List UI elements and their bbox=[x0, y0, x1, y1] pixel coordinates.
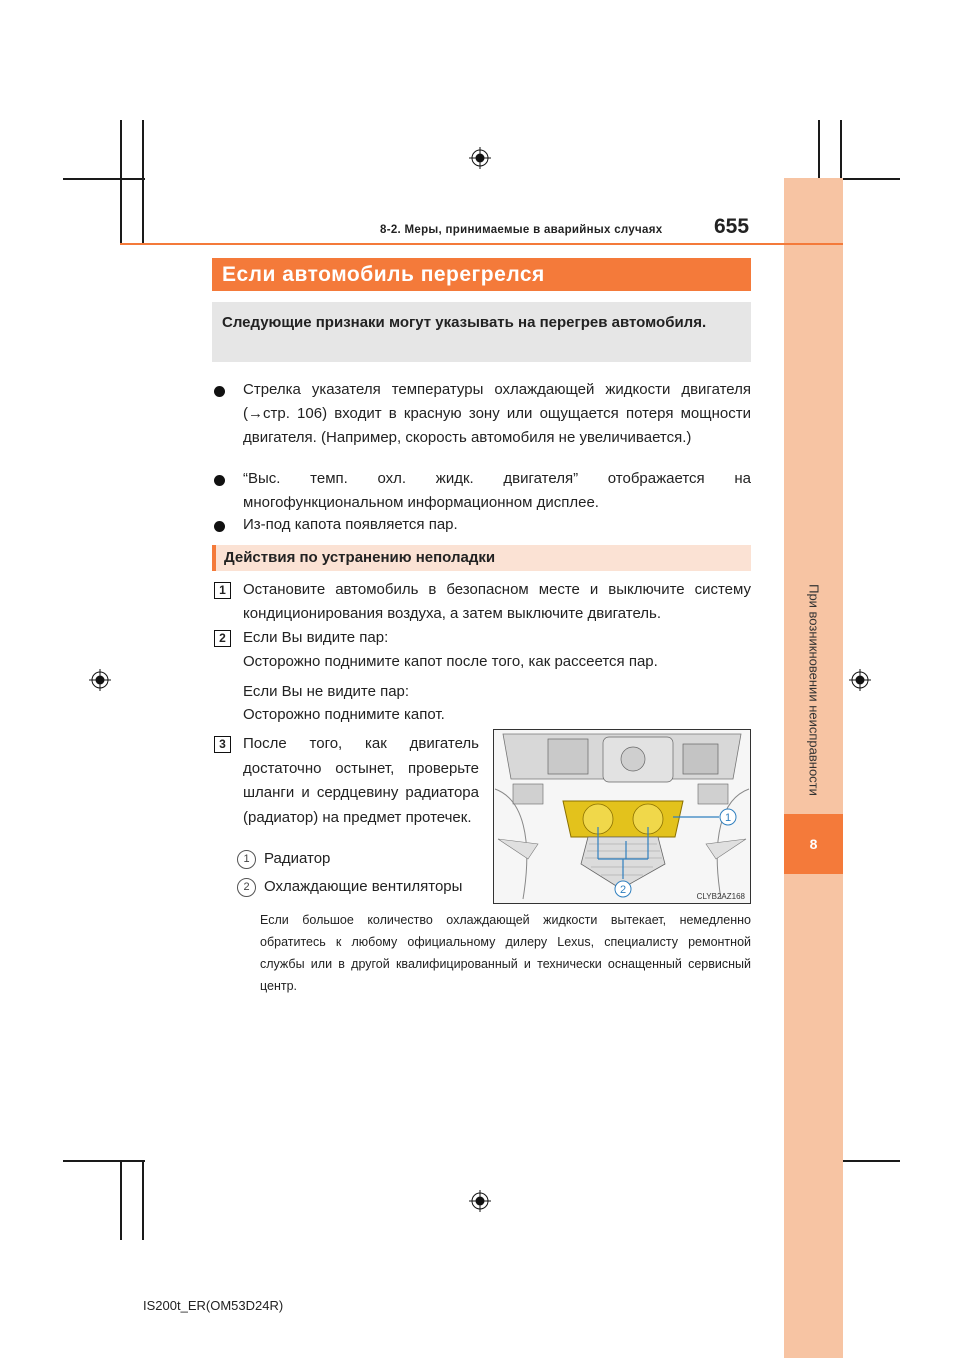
page-title: Если автомобиль перегрелся bbox=[212, 258, 751, 291]
bullet-icon bbox=[214, 475, 225, 486]
legend-item: 2 Охлаждающие вентиляторы bbox=[237, 875, 487, 899]
registration-mark-icon bbox=[469, 1190, 491, 1212]
step-text: Если Вы видите пар: bbox=[243, 629, 389, 646]
chapter-title: При возникновении неисправности bbox=[806, 584, 822, 796]
legend-item: 1 Радиатор bbox=[237, 847, 487, 871]
step-text: Остановите автомобиль в безопасном месте и выключите систему кондиционирования воздуха, а затем выключите двигатель. bbox=[243, 581, 751, 622]
page-number: 655 bbox=[714, 215, 750, 238]
step-text: После того, как двигатель достаточно остынет, проверьте шланги и сердцевину радиатора (радиатор) на предмет протечек. bbox=[243, 735, 479, 826]
engine-bay-illustration bbox=[493, 729, 751, 904]
running-header: 8-2. Меры, принимаемые в аварийных случаях bbox=[380, 224, 663, 236]
bullet-icon bbox=[214, 521, 225, 532]
registration-mark-icon bbox=[849, 669, 871, 691]
step-number: 2 bbox=[214, 630, 231, 647]
chapter-number-tab: 8 bbox=[784, 814, 843, 874]
registration-mark-icon bbox=[469, 147, 491, 169]
callout-1: 1 bbox=[724, 812, 732, 824]
step-number: 3 bbox=[214, 736, 231, 753]
callout-number-icon: 1 bbox=[237, 850, 256, 869]
step-text: Если Вы не видите пар: bbox=[243, 683, 410, 700]
subsection-title: Действия по устранению неполадки bbox=[212, 545, 751, 571]
intro-box: Следующие признаки могут указывать на перегрев автомобиля. bbox=[212, 302, 751, 362]
symptom-item: Из-под капота появляется пар. bbox=[214, 513, 751, 537]
header-rule bbox=[120, 243, 843, 245]
step-number: 1 bbox=[214, 582, 231, 599]
callout-number-icon: 2 bbox=[237, 878, 256, 897]
step-text: Осторожно поднимите капот после того, как рассеется пар. bbox=[243, 653, 658, 670]
image-code: CLYB2AZ168 bbox=[696, 892, 745, 901]
callout-2: 2 bbox=[619, 884, 627, 896]
bullet-icon bbox=[214, 386, 225, 397]
symptom-item: Стрелка указателя температуры охлаждающей жидкости двигателя (→стр. 106) входит в красную зону или ощущается потеря мощности двигателя. (Например, скорость автомобиля не увеличивается.) bbox=[214, 378, 751, 450]
registration-mark-icon bbox=[89, 669, 111, 691]
symptom-item: “Выс. темп. охл. жидк. двигателя” отображается на многофункциональном информационном дисплее. bbox=[214, 467, 751, 515]
footer-code: IS200t_ER(OM53D24R) bbox=[143, 1298, 284, 1313]
caution-note: Если большое количество охлаждающей жидкости вытекает, немедленно обратитесь к любому официальному дилеру Lexus, специалисту ремонтной службы или в другой квалифицированный и технически оснащенный сервисный центр. bbox=[260, 913, 751, 993]
step-text: Осторожно поднимите капот. bbox=[243, 706, 445, 723]
